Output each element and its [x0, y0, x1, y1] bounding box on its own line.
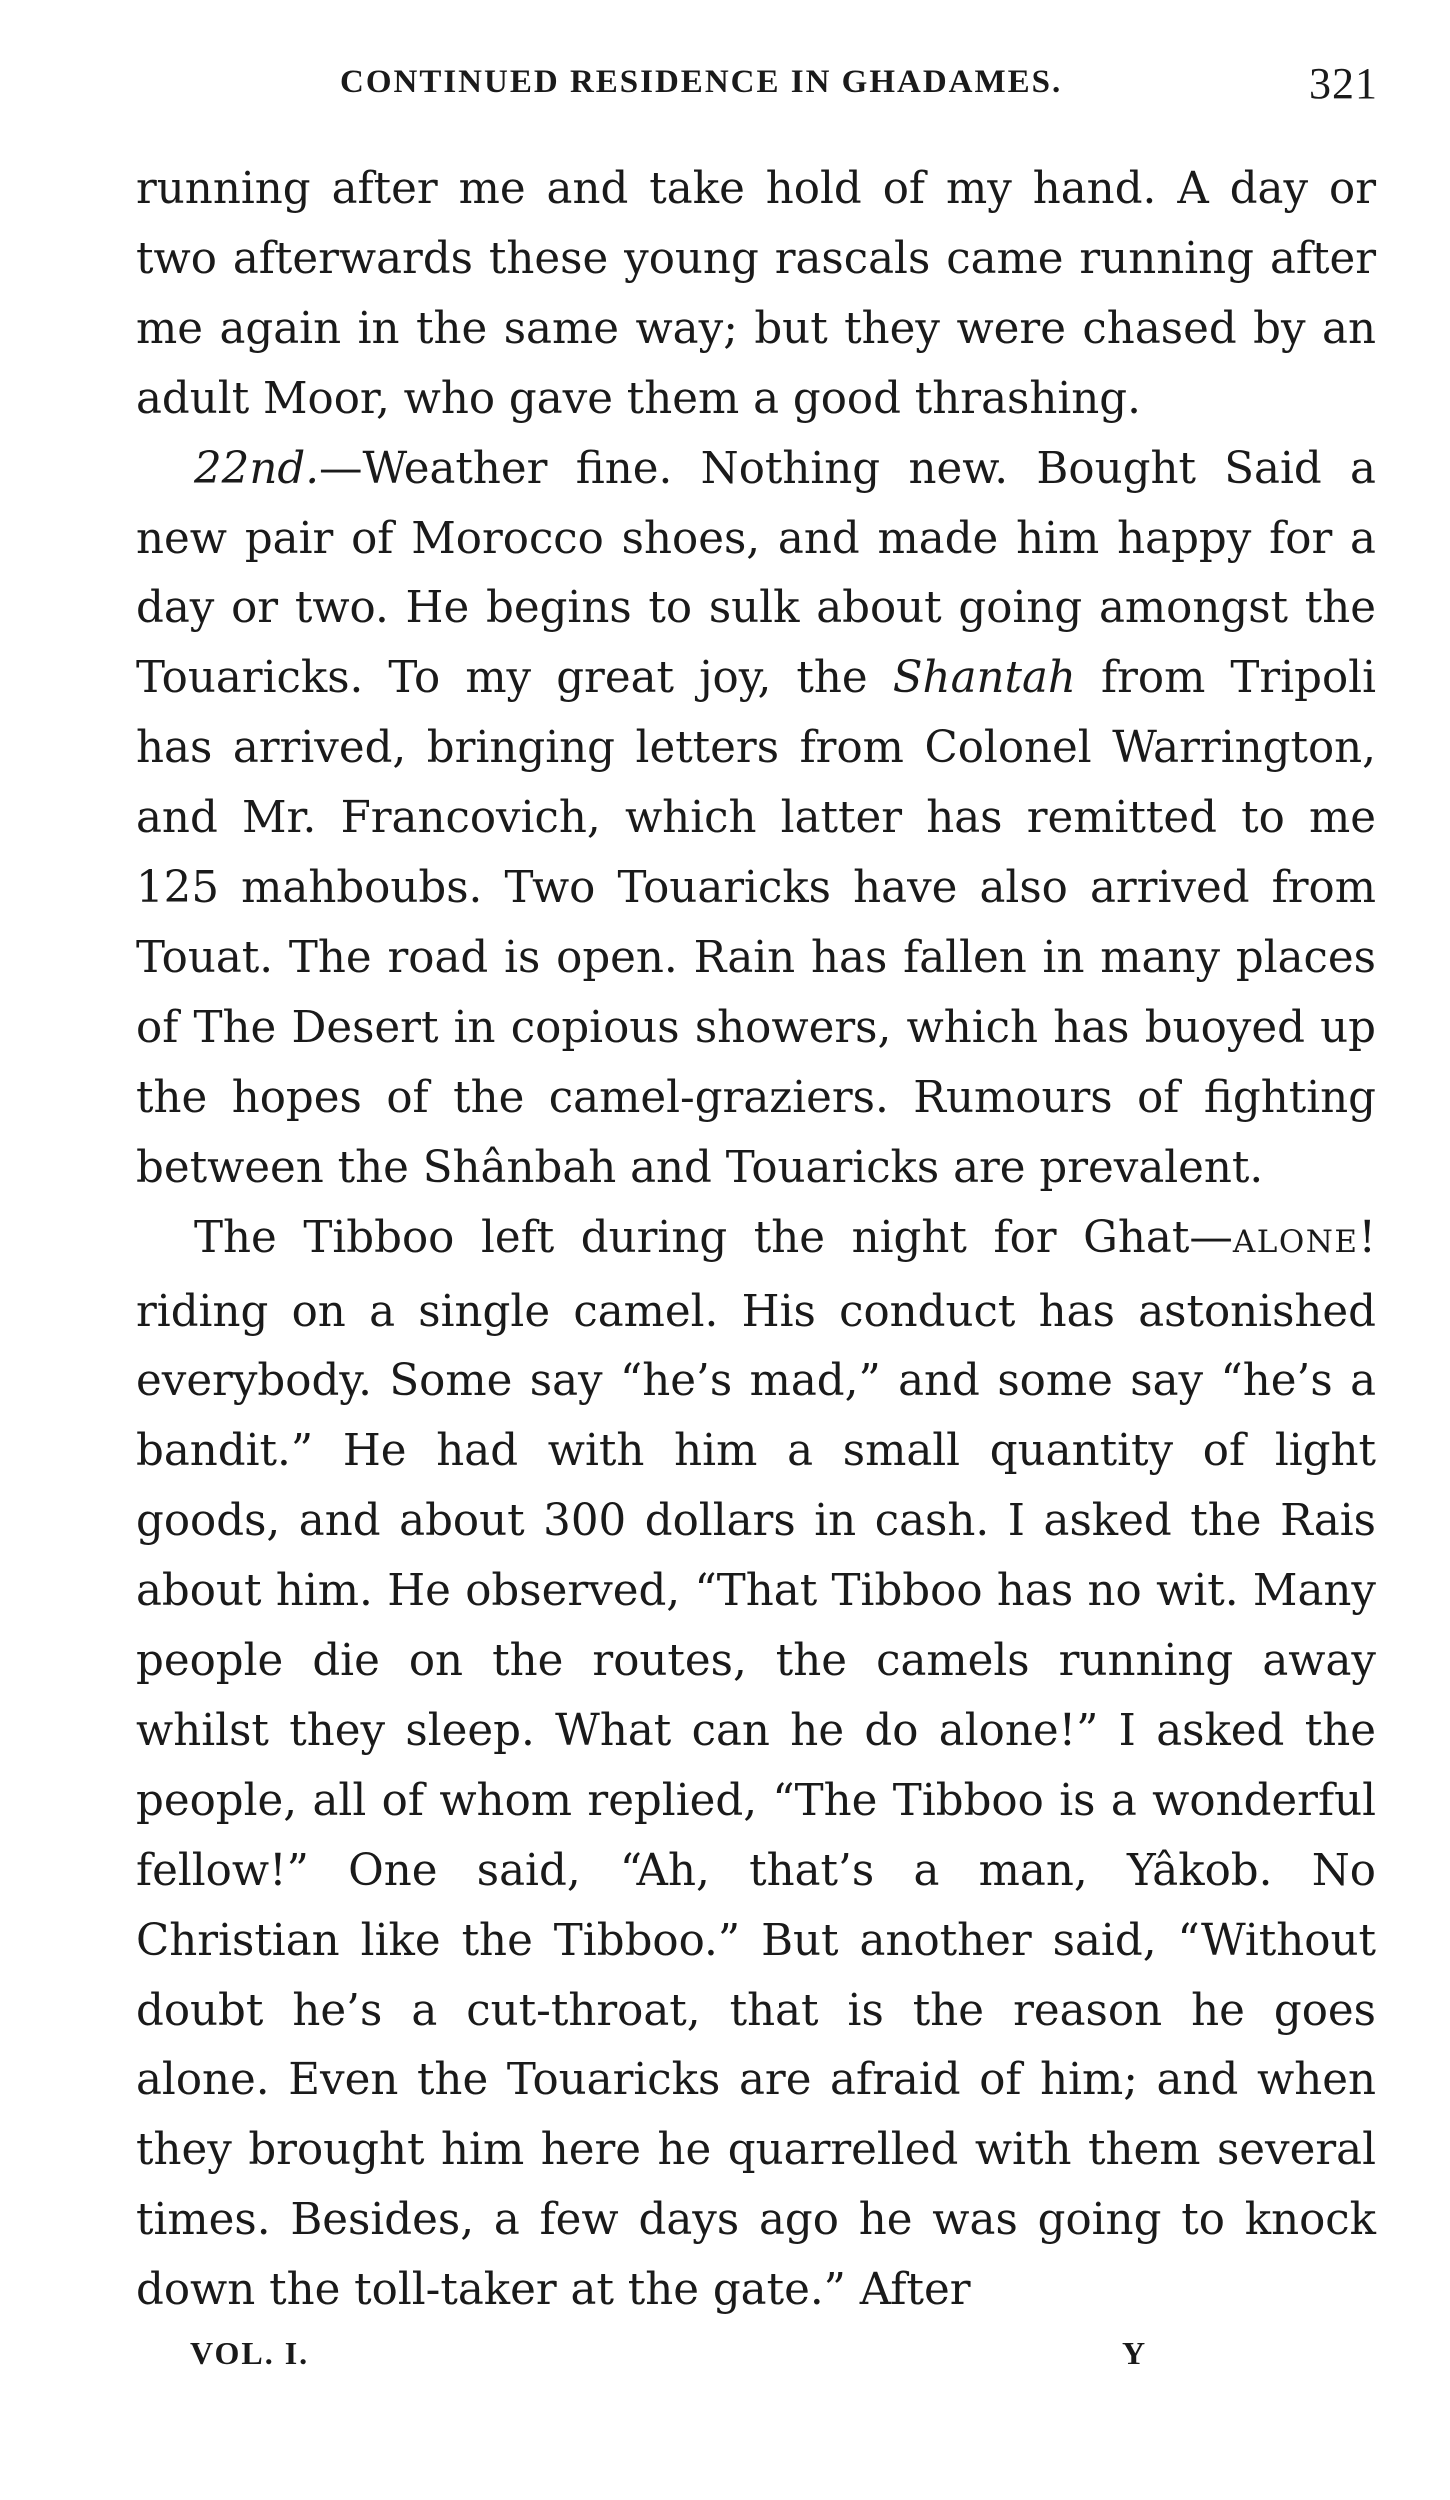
- paragraph-2-text-2: from Tripoli has arrived, bringing letters from Colonel Warrington, and Mr. Francovich, which latter has remitted to me 125 mahboubs. Two Touaricks have also arrived from Touat. The road is open. Rain has fallen in many places of The Desert in copious showers, which has buoyed up the hopes of the camel-graziers. Rumours of fighting between the Shânbah and Touaricks are prevalent.: [136, 653, 1376, 1193]
- paragraph-2-text-1: —Weather fine. Nothing new. Bought Said a new pair of Morocco shoes, and made him happy for a day or two. He begins to sulk about going amongst the Touaricks. To my great joy, the: [136, 443, 1376, 704]
- running-title: CONTINUED RESIDENCE IN GHADAMES.: [340, 64, 1063, 100]
- volume-label: VOL. I.: [190, 2335, 310, 2371]
- page-number: 321: [1309, 59, 1378, 108]
- paragraph-2: [136, 435, 1376, 1204]
- smallcaps-alone: ALONE: [1232, 1223, 1359, 1260]
- page-footer: [190, 2335, 1350, 2385]
- body-text: [136, 155, 1376, 2326]
- running-head: [140, 58, 1378, 118]
- diary-date: 22nd.: [194, 443, 320, 494]
- paragraph-3: [136, 1204, 1376, 2327]
- signature-mark: Y: [1122, 2335, 1146, 2371]
- paragraph-1: running after me and take hold of my hand. A day or two afterwards these young rascals came running after me again in the same way; but they were chased by an adult Moor, who gave them a good thrashing.: [136, 164, 1376, 424]
- italic-word-shantah: Shantah: [892, 653, 1076, 704]
- paragraph-3-text-1: The Tibboo left during the night for Ghat—: [194, 1212, 1233, 1263]
- paragraph-3-text-2: ! riding on a single camel. His conduct has astonished everybody. Some say “he’s mad,” and some say “he’s a bandit.” He had with him a small quantity of light goods, and about 300 dollars in cash. I asked the Rais about him. He observed, “That Tibboo has no wit. Many people die on the routes, the camels running away whilst they sleep. What can he do alone!” I asked the people, all of whom replied, “The Tibboo is a wonderful fellow!” One said, “Ah, that’s a man, Yâkob. No Christian like the Tibboo.” But another said, “Without doubt he’s a cut-throat, that is the reason he goes alone. Even the Touaricks are afraid of him; and when they brought him here he quarrelled with them several times. Besides, a few days ago he was going to knock down the toll-taker at the gate.” After: [136, 1212, 1376, 2316]
